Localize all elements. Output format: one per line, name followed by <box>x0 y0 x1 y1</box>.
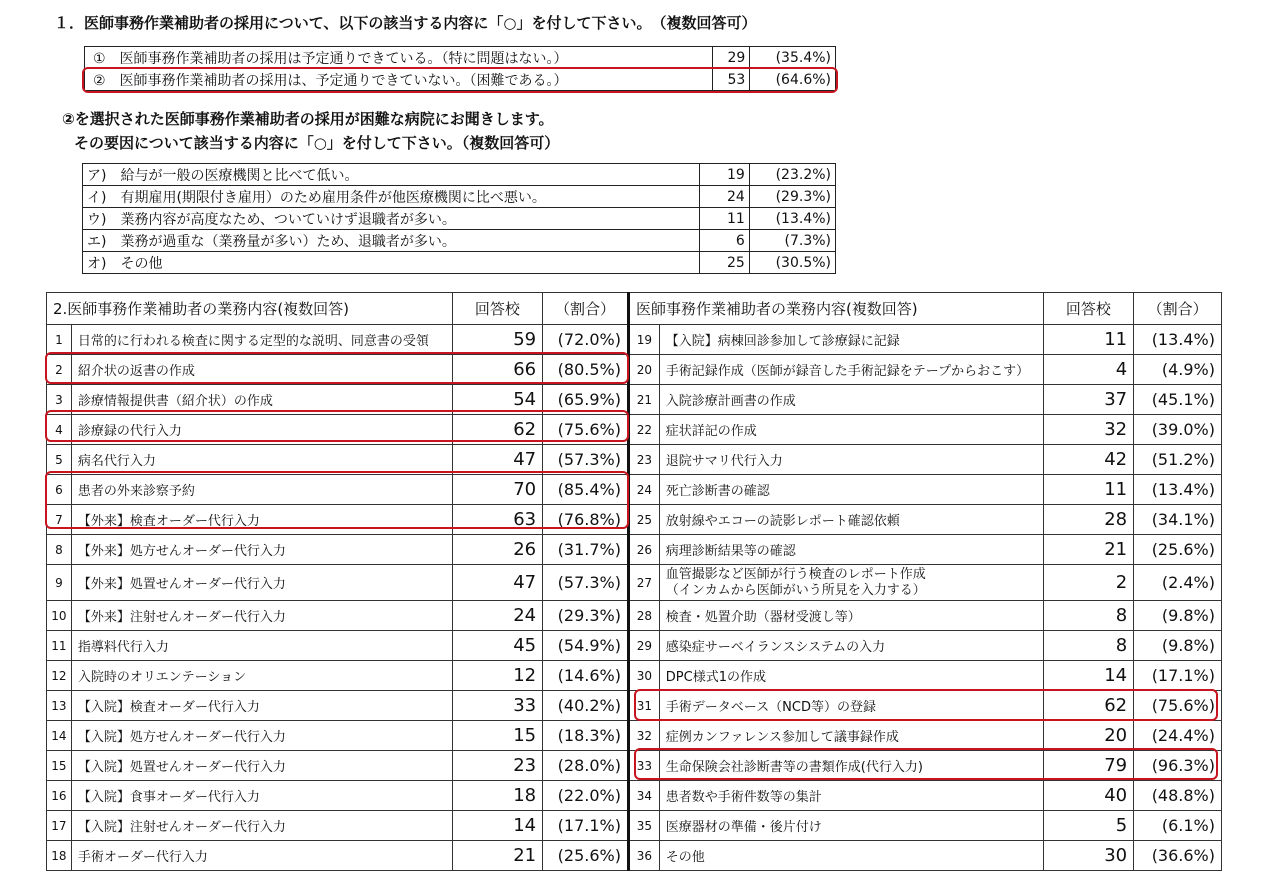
duty-pct: (76.8%) <box>543 505 629 535</box>
reason-pct: (13.4%) <box>749 208 835 230</box>
duty-no: 13 <box>47 691 72 721</box>
q1b-title-line1: ②を選択された医師事務作業補助者の採用が困難な病院にお聞きします。 <box>62 110 554 128</box>
duty-no: 27 <box>628 565 659 601</box>
duty-label: 検査・処置介助（器材受渡し等） <box>659 601 1043 631</box>
duty-pct: (40.2%) <box>543 691 629 721</box>
duty-pct: (22.0%) <box>543 781 629 811</box>
reason-label: ウ) 業務内容が高度なため、ついていけず退職者が多い。 <box>83 208 700 230</box>
duty-pct: (48.8%) <box>1134 781 1222 811</box>
duty-label: 【入院】病棟回診参加して診療録に記録 <box>659 325 1043 355</box>
table-row <box>47 751 1222 781</box>
duty-no: 12 <box>47 661 72 691</box>
duty-no: 36 <box>628 841 659 871</box>
q1-row <box>85 47 836 69</box>
duty-label: 病理診断結果等の確認 <box>659 535 1043 565</box>
duty-no: 24 <box>628 475 659 505</box>
duty-count: 14 <box>1043 661 1134 691</box>
duty-count: 79 <box>1043 751 1134 781</box>
duty-count: 18 <box>452 781 543 811</box>
duties-table <box>46 292 1222 871</box>
duty-no: 26 <box>628 535 659 565</box>
duty-count: 23 <box>452 751 543 781</box>
duty-label: 【外来】注射せんオーダー代行入力 <box>71 601 452 631</box>
duty-no: 10 <box>47 601 72 631</box>
duty-no: 14 <box>47 721 72 751</box>
duty-no: 33 <box>628 751 659 781</box>
reason-label: イ) 有期雇用(期限付き雇用）のため雇用条件が他医療機関に比べ悪い。 <box>83 186 700 208</box>
duty-pct: (4.9%) <box>1134 355 1222 385</box>
right-header-pct: （割合） <box>1134 293 1222 325</box>
left-header-pct: （割合） <box>543 293 629 325</box>
duty-label: 【入院】注射せんオーダー代行入力 <box>71 811 452 841</box>
duty-label <box>659 565 1043 601</box>
reason-pct: (30.5%) <box>749 252 835 274</box>
duty-label: 【外来】処方せんオーダー代行入力 <box>71 535 452 565</box>
reason-count: 6 <box>700 230 750 252</box>
duty-label: 【外来】検査オーダー代行入力 <box>71 505 452 535</box>
duty-no: 7 <box>47 505 72 535</box>
table-row <box>47 475 1222 505</box>
duty-label: 日常的に行われる検査に関する定型的な説明、同意書の受領 <box>71 325 452 355</box>
reason-row <box>83 208 836 230</box>
duty-pct: (36.6%) <box>1134 841 1222 871</box>
duty-pct: (18.3%) <box>543 721 629 751</box>
table-row <box>47 601 1222 631</box>
reason-pct: (29.3%) <box>749 186 835 208</box>
duty-label: 入院診療計画書の作成 <box>659 385 1043 415</box>
duty-count: 21 <box>452 841 543 871</box>
duty-count: 47 <box>452 445 543 475</box>
duty-pct: (29.3%) <box>543 601 629 631</box>
duty-no: 23 <box>628 445 659 475</box>
q1b-title-line2: その要因について該当する内容に「○」を付して下さい。（複数回答可） <box>74 134 560 152</box>
duty-count: 70 <box>452 475 543 505</box>
duty-count: 63 <box>452 505 543 535</box>
reason-label: エ) 業務が過重な（業務量が多い）ため、退職者が多い。 <box>83 230 700 252</box>
duty-label: 手術記録作成（医師が録音した手術記録をテープからおこす） <box>659 355 1043 385</box>
duty-no: 35 <box>628 811 659 841</box>
duty-no: 16 <box>47 781 72 811</box>
duty-pct: (57.3%) <box>543 565 629 601</box>
table-row <box>47 811 1222 841</box>
duty-label: 診療情報提供書（紹介状）の作成 <box>71 385 452 415</box>
duty-no: 34 <box>628 781 659 811</box>
duty-pct: (72.0%) <box>543 325 629 355</box>
duty-pct: (17.1%) <box>1134 661 1222 691</box>
reason-pct: (7.3%) <box>749 230 835 252</box>
duty-label-line2: （インカムから医師がいう所見を入力する） <box>665 582 926 598</box>
duty-pct: (28.0%) <box>543 751 629 781</box>
duty-no: 20 <box>628 355 659 385</box>
duty-no: 25 <box>628 505 659 535</box>
duty-pct: (34.1%) <box>1134 505 1222 535</box>
duty-no: 3 <box>47 385 72 415</box>
duty-label: 病名代行入力 <box>71 445 452 475</box>
duty-label: 手術データベース（NCD等）の登録 <box>659 691 1043 721</box>
table-row <box>47 631 1222 661</box>
reason-count: 24 <box>700 186 750 208</box>
duty-label: 入院時のオリエンテーション <box>71 661 452 691</box>
duty-label: 【入院】処置せんオーダー代行入力 <box>71 751 452 781</box>
duty-pct: (31.7%) <box>543 535 629 565</box>
duty-label: 【外来】処置せんオーダー代行入力 <box>71 565 452 601</box>
duty-pct: (17.1%) <box>543 811 629 841</box>
duty-count: 11 <box>1043 475 1134 505</box>
duty-no: 17 <box>47 811 72 841</box>
duty-count: 33 <box>452 691 543 721</box>
q1-row <box>85 69 836 91</box>
duty-pct: (75.6%) <box>1134 691 1222 721</box>
duty-count: 32 <box>1043 415 1134 445</box>
duty-label: 放射線やエコーの読影レポート確認依頼 <box>659 505 1043 535</box>
duty-pct: (24.4%) <box>1134 721 1222 751</box>
reason-row <box>83 164 836 186</box>
duty-label: 生命保険会社診断書等の書類作成(代行入力) <box>659 751 1043 781</box>
duty-pct: (85.4%) <box>543 475 629 505</box>
duty-count: 37 <box>1043 385 1134 415</box>
duty-count: 40 <box>1043 781 1134 811</box>
duty-no: 8 <box>47 535 72 565</box>
table-row <box>47 721 1222 751</box>
table-row <box>47 691 1222 721</box>
duty-pct: (96.3%) <box>1134 751 1222 781</box>
duty-no: 28 <box>628 601 659 631</box>
duty-label: 紹介状の返書の作成 <box>71 355 452 385</box>
duty-label: 指導料代行入力 <box>71 631 452 661</box>
duty-no: 18 <box>47 841 72 871</box>
duty-count: 26 <box>452 535 543 565</box>
duty-no: 2 <box>47 355 72 385</box>
q1-title: １．医師事務作業補助者の採用について、以下の該当する内容に「○」を付して下さい。 （複数回答可） <box>54 14 757 32</box>
duty-pct: (2.4%) <box>1134 565 1222 601</box>
duty-no: 19 <box>628 325 659 355</box>
duty-count: 8 <box>1043 601 1134 631</box>
duty-label: 手術オーダー代行入力 <box>71 841 452 871</box>
q1-row-label: ② 医師事務作業補助者の採用は、予定通りできていない。（困難である。） <box>85 69 713 91</box>
duty-pct: (9.8%) <box>1134 601 1222 631</box>
duty-no: 6 <box>47 475 72 505</box>
duty-no: 1 <box>47 325 72 355</box>
table-row <box>47 355 1222 385</box>
duty-count: 14 <box>452 811 543 841</box>
duty-count: 59 <box>452 325 543 355</box>
reason-label: ア) 給与が一般の医療機関と比べて低い。 <box>83 164 700 186</box>
duty-count: 4 <box>1043 355 1134 385</box>
duty-label: 退院サマリ代行入力 <box>659 445 1043 475</box>
duty-pct: (13.4%) <box>1134 325 1222 355</box>
duty-count: 47 <box>452 565 543 601</box>
reason-count: 19 <box>700 164 750 186</box>
duty-count: 66 <box>452 355 543 385</box>
duty-count: 62 <box>452 415 543 445</box>
table-row <box>47 415 1222 445</box>
duty-pct: (9.8%) <box>1134 631 1222 661</box>
duty-pct: (75.6%) <box>543 415 629 445</box>
duty-count: 5 <box>1043 811 1134 841</box>
duty-label: 診療録の代行入力 <box>71 415 452 445</box>
duty-no: 29 <box>628 631 659 661</box>
duty-no: 32 <box>628 721 659 751</box>
duty-no: 30 <box>628 661 659 691</box>
duty-count: 45 <box>452 631 543 661</box>
duty-pct: (6.1%) <box>1134 811 1222 841</box>
duty-count: 42 <box>1043 445 1134 475</box>
table-row <box>47 385 1222 415</box>
reason-row <box>83 252 836 274</box>
duty-pct: (14.6%) <box>543 661 629 691</box>
table-row <box>47 325 1222 355</box>
duty-pct: (57.3%) <box>543 445 629 475</box>
duty-pct: (25.6%) <box>543 841 629 871</box>
table-row <box>47 565 1222 601</box>
duty-no: 9 <box>47 565 72 601</box>
duty-label: 【入院】処方せんオーダー代行入力 <box>71 721 452 751</box>
right-header-count: 回答校 <box>1043 293 1134 325</box>
duty-no: 15 <box>47 751 72 781</box>
duty-no: 22 <box>628 415 659 445</box>
duty-pct: (39.0%) <box>1134 415 1222 445</box>
duty-label: 感染症サーベイランスシステムの入力 <box>659 631 1043 661</box>
q1-row-label: ① 医師事務作業補助者の採用は予定通りできている。（特に問題はない。） <box>85 47 713 69</box>
reason-label: オ) その他 <box>83 252 700 274</box>
q1-row-count: 53 <box>713 69 750 91</box>
q1-row-count: 29 <box>713 47 750 69</box>
duty-pct: (25.6%) <box>1134 535 1222 565</box>
duty-label: 症状詳記の作成 <box>659 415 1043 445</box>
duty-count: 12 <box>452 661 543 691</box>
duty-no: 21 <box>628 385 659 415</box>
reason-pct: (23.2%) <box>749 164 835 186</box>
reason-row <box>83 186 836 208</box>
duty-count: 30 <box>1043 841 1134 871</box>
q1-table <box>84 46 836 91</box>
reason-row <box>83 230 836 252</box>
duty-no: 5 <box>47 445 72 475</box>
table-row <box>47 781 1222 811</box>
duty-no: 4 <box>47 415 72 445</box>
duty-label: 患者数や手術件数等の集計 <box>659 781 1043 811</box>
duty-count: 21 <box>1043 535 1134 565</box>
duty-label: 【入院】食事オーダー代行入力 <box>71 781 452 811</box>
duty-pct: (13.4%) <box>1134 475 1222 505</box>
duty-count: 28 <box>1043 505 1134 535</box>
duty-pct: (54.9%) <box>543 631 629 661</box>
duty-pct: (45.1%) <box>1134 385 1222 415</box>
duty-count: 20 <box>1043 721 1134 751</box>
reason-count: 25 <box>700 252 750 274</box>
duty-pct: (51.2%) <box>1134 445 1222 475</box>
reason-count: 11 <box>700 208 750 230</box>
duty-count: 54 <box>452 385 543 415</box>
duty-label: 【入院】検査オーダー代行入力 <box>71 691 452 721</box>
duty-pct: (65.9%) <box>543 385 629 415</box>
q1-row-pct: (64.6%) <box>750 69 836 91</box>
left-header-count: 回答校 <box>452 293 543 325</box>
duty-count: 62 <box>1043 691 1134 721</box>
duty-no: 31 <box>628 691 659 721</box>
duties-header-row <box>47 293 1222 325</box>
duty-count: 15 <box>452 721 543 751</box>
table-row <box>47 505 1222 535</box>
duty-count: 11 <box>1043 325 1134 355</box>
duty-pct: (80.5%) <box>543 355 629 385</box>
duty-label: 患者の外来診察予約 <box>71 475 452 505</box>
q1-row-pct: (35.4%) <box>750 47 836 69</box>
duty-no: 11 <box>47 631 72 661</box>
duty-label: DPC様式1の作成 <box>659 661 1043 691</box>
duty-label: 死亡診断書の確認 <box>659 475 1043 505</box>
duty-label-line1: 血管撮影など医師が行う検査のレポート作成 <box>665 566 926 582</box>
right-header-title: 医師事務作業補助者の業務内容(複数回答) <box>628 293 1043 325</box>
duty-label: 症例カンファレンス参加して議事録作成 <box>659 721 1043 751</box>
table-row <box>47 841 1222 871</box>
duty-count: 2 <box>1043 565 1134 601</box>
duty-label: その他 <box>659 841 1043 871</box>
left-header-title: 2.医師事務作業補助者の業務内容(複数回答) <box>47 293 453 325</box>
table-row <box>47 445 1222 475</box>
duty-label: 医療器材の準備・後片付け <box>659 811 1043 841</box>
table-row <box>47 661 1222 691</box>
reasons-table <box>82 163 836 274</box>
duty-count: 8 <box>1043 631 1134 661</box>
table-row <box>47 535 1222 565</box>
duty-count: 24 <box>452 601 543 631</box>
